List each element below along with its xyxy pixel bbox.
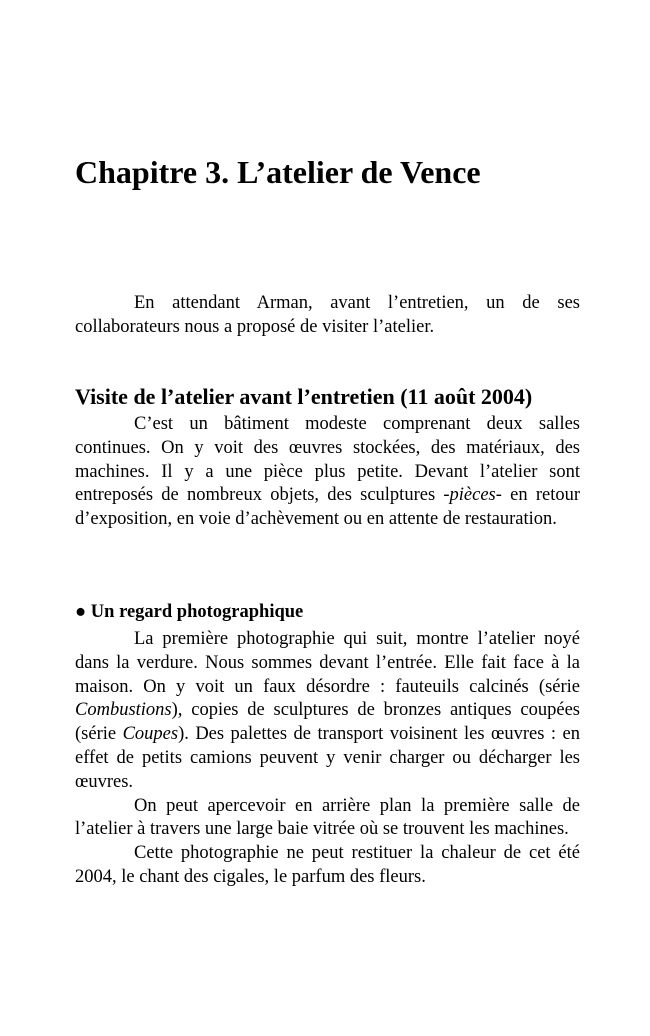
subsection-paragraph-3: Cette photographie ne peut restituer la chaleur de cet été 2004, le chant des cigales, le parfum des fleurs.	[75, 843, 580, 887]
sub-text-c: ), copies de sculptures de bronzes antiques coupées (série	[75, 700, 580, 745]
sub-text-e: ). Des palettes de transport voisinent les œuvres : en effet de petits camions peuvent y venir charger ou décharger les œuvres.	[75, 724, 580, 792]
section-italic-term: pièces	[449, 485, 496, 506]
series-coupes: Coupes	[122, 724, 179, 745]
section-text-end: - en retour d’exposition, en voie d’achèvement ou en attente de restauration.	[75, 485, 580, 530]
subsection-paragraph-1	[75, 628, 580, 795]
series-combustions: Combustions	[75, 700, 172, 721]
subsection-paragraph-2: On peut apercevoir en arrière plan la première salle de l’atelier à travers une large baie vitrée où se trouvent les machines.	[75, 795, 580, 840]
subsection-title: ● Un regard photographique	[75, 602, 304, 622]
section-paragraph	[75, 413, 580, 532]
subsection-body	[75, 628, 580, 890]
intro-paragraph: En attendant Arman, avant l’entretien, un de ses collaborateurs nous a proposé de visiter l’atelier.	[75, 293, 580, 337]
section-title: Visite de l’atelier avant l’entretien (11 août 2004)	[75, 384, 533, 409]
intro-block	[75, 292, 580, 340]
section-body	[75, 413, 580, 532]
chapter-title: Chapitre 3. L’atelier de Vence	[75, 154, 481, 190]
section-text-start: C’est un bâtiment modeste comprenant deux salles continues. On y voit des œuvres stockées, des matériaux, des machines. Il y a une pièce plus petite. Devant l’atelier sont entreposés de nombreux objets, des sculptures -	[75, 414, 580, 506]
sub-text-a: La première photographie qui suit, montre l’atelier noyé dans la verdure. Nous sommes devant l’entrée. Elle fait face à la maison. On y voit un faux désordre : fauteuils calcinés (série	[75, 629, 580, 697]
